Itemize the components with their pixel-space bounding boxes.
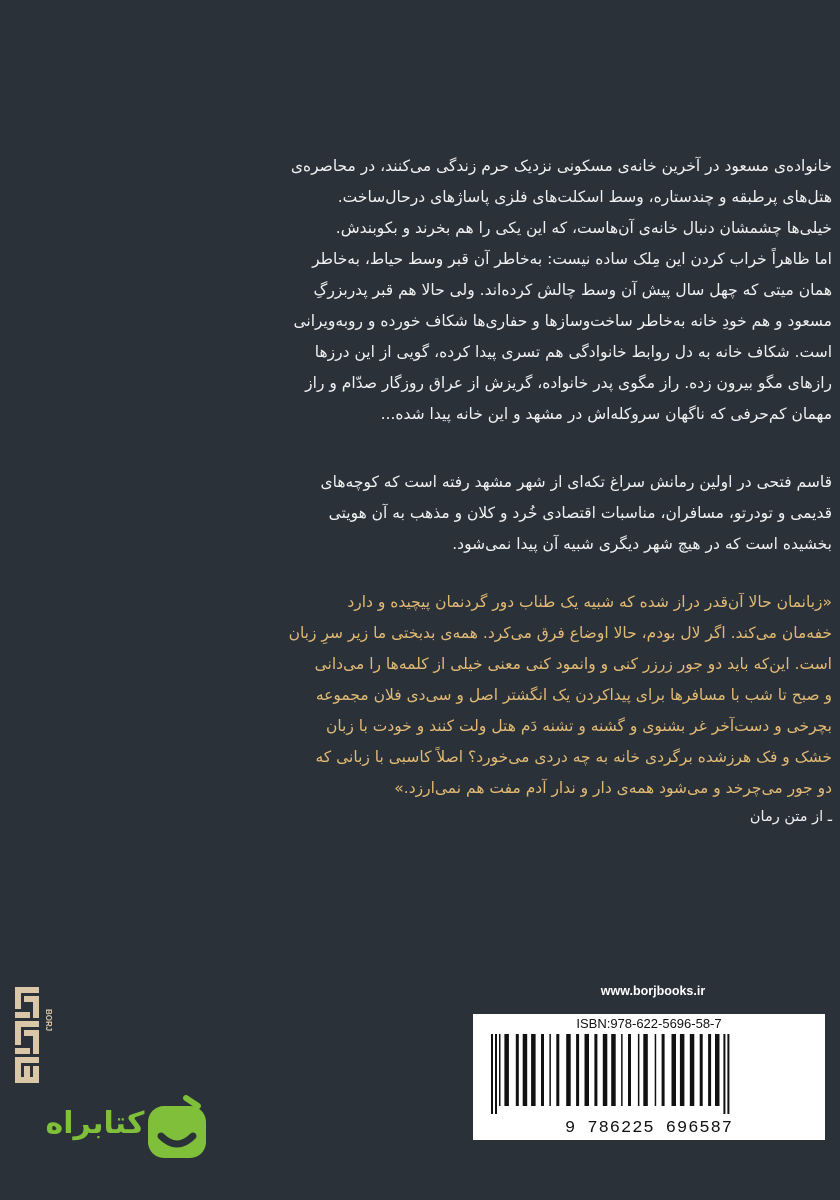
- text-line: مهمان کم‌حرفی که ناگهان سروکله‌اش در مشهد و این خانه پیدا شده...: [380, 405, 832, 423]
- text-line: خشک و فک هرزشده برگردی خانه به چه دردی می‌خورد؟ اصلاً کاسبی با زبانی که: [315, 748, 832, 766]
- text-line: است. شکاف خانه به دل روابط خانوادگی هم تسری پیدا کرده، گویی از این درزها: [314, 343, 832, 361]
- barcode-box: [473, 1014, 825, 1140]
- isbn-text: ISBN:978-622-5696-58-7: [576, 1016, 722, 1031]
- publisher-logo-icon: [15, 987, 53, 1083]
- excerpt-source: [158, 802, 832, 833]
- text-line: دو جور می‌چرخد و می‌شود همه‌ی دار و ندار آدم مفت هم نمی‌ارزد.»: [394, 779, 832, 797]
- ketabrah-logo-text: کتابراه: [45, 1106, 145, 1141]
- text-line: خانواده‌ی مسعود در آخرین خانه‌ی مسکونی نزدیک حرم زندگی می‌کنند، در محاصره‌ی: [290, 157, 832, 175]
- text-line: و صبح تا شب با مسافرها برای پیداکردن یک انگشتر اصل و سی‌دی فلان مجموعه: [315, 686, 832, 704]
- text-line: قدیمی و تودرتو، مسافران، مناسبات اقتصادی خُرد و کلان و مذهب به آن هویتی: [328, 504, 832, 522]
- barcode-icon: [477, 1034, 821, 1114]
- publisher-logo-text: BORJ: [44, 1009, 53, 1032]
- text-line: خیلی‌ها چشمشان دنبال خانه‌ی آن‌هاست، که این یکی را هم بخرند و بکوبندش.: [335, 219, 832, 237]
- text-line: مسعود و هم خودِ خانه به‌خاطر ساخت‌وسازها و حفاری‌ها شکاف خورده و روبه‌ویرانی: [293, 312, 832, 330]
- text-line: «زبانمان حالا آن‌قدر دراز شده که شبیه یک طناب دور گردنمان پیچیده و دارد: [347, 593, 832, 611]
- text-line: است. این‌که باید دو جور زرزر کنی و وانمود کنی معنی خیلی از کلمه‌ها را می‌دانی: [314, 655, 832, 673]
- source-label: ـ از متن رمان: [749, 809, 832, 825]
- text-line: همان میتی که چهل سال پیش آن وسط چالش کرده‌اند. ولی حالا هم قبر پدربزرگِ: [313, 281, 832, 299]
- text-line: اما ظاهراً خراب کردن این مِلک ساده نیست: به‌خاطر آن قبر وسط حیاط، به‌خاطر: [312, 250, 832, 268]
- text-line: قاسم فتحی در اولین رمانش سراغ تکه‌ای از شهر مشهد رفته است که کوچه‌های: [320, 473, 832, 491]
- text-line: رازهای مگو بیرون زده. راز مگوی پدر خانواده، گریزش از عراق روزگار صدّام و راز: [305, 374, 832, 392]
- text-line: هتل‌های پرطبقه و چندستاره، وسط اسکلت‌های فلزی پاساژهای درحال‌ساخت.: [337, 188, 832, 206]
- text-line: بچرخی و دست‌آخر غر بشنوی و گشنه و تشنه دَم هتل ولت کنند و خودت با زبان: [325, 717, 832, 735]
- excerpt-quote: [158, 587, 832, 804]
- barcode-digits: 9 786225 696587: [564, 1119, 734, 1138]
- text-line: خفه‌مان می‌کند. اگر لال بودم، حالا اوضاع فرق می‌کرد. همه‌ی بدبختی ما زیر سرِ زبان: [288, 624, 832, 642]
- publisher-website[interactable]: www.borjbooks.ir: [600, 984, 706, 998]
- synopsis-paragraph: [158, 151, 832, 430]
- text-line: بخشیده است که در هیچ شهر دیگری شبیه آن پیدا نمی‌شود.: [452, 535, 832, 553]
- author-paragraph: [158, 467, 832, 560]
